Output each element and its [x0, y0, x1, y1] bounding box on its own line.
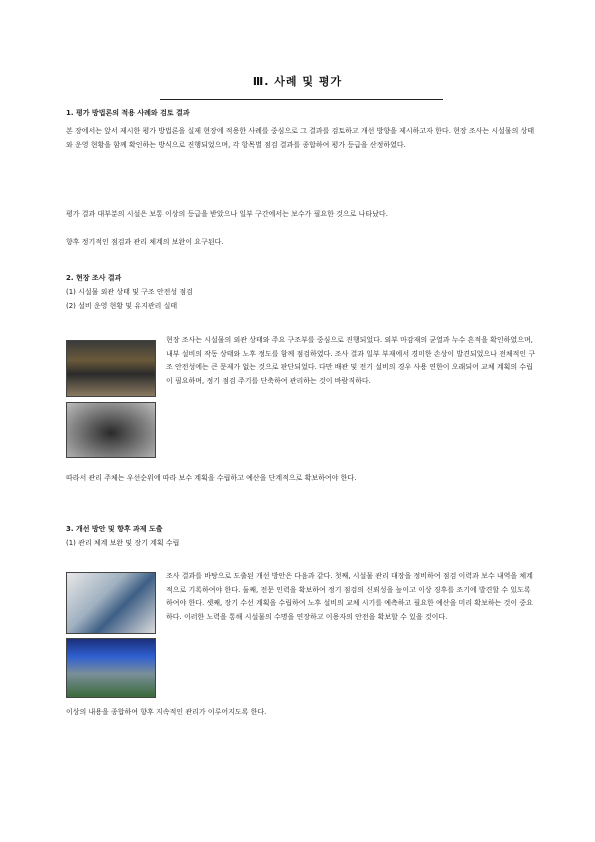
section2-subheading: (2) 설비 운영 현황 및 유지관리 실태	[66, 302, 178, 310]
section3-subheading: (1) 관리 체계 보완 및 장기 계획 수립	[66, 539, 180, 547]
section1-heading: 1. 평가 방법론의 적용 사례와 검토 결과	[66, 109, 190, 117]
worker-photo	[66, 572, 156, 634]
section3-heading: 3. 개선 방안 및 향후 과제 도출	[66, 525, 163, 533]
aerial-photo	[66, 638, 156, 698]
page-title: Ⅲ. 사례 및 평가	[252, 75, 343, 88]
section3-paragraph: 이상의 내용을 종합하여 향후 지속적인 관리가 이루어지도록 한다.	[66, 708, 267, 716]
site-photo	[66, 340, 156, 397]
section1-paragraph: 향후 정기적인 점검과 관리 체계의 보완이 요구된다.	[66, 238, 224, 246]
section2-paragraph: 현장 조사는 시설물의 외관 상태와 주요 구조부를 중심으로 진행되었다. 외부 마감재의 균열과 누수 흔적을 확인하였으며, 내부 설비의 작동 상태와 노후 정도를 함께 점검하였다. 조사 결과 일부 부재에서 경미한 손상이 발견되었으나 전체적인 구조 안전성에는 큰 문제가 없는 것으로 판단되었다. 다만 배관 및 전기 설비의 경우 사용 연한이 오래되어 교체 계획의 수립이 필요하며, 정기 점검 주기를 단축하여 관리하는 것이 바람직하다.	[166, 336, 536, 385]
section2-subheading: (1) 시설물 외관 상태 및 구조 안전성 점검	[66, 288, 193, 296]
title-underline	[160, 99, 443, 100]
section3-paragraph: 조사 결과를 바탕으로 도출된 개선 방안은 다음과 같다. 첫째, 시설물 관리 대장을 정비하여 점검 이력과 보수 내역을 체계적으로 기록하여야 한다. 둘째, 전문 인력을 확보하여 정기 점검의 신뢰성을 높이고 이상 징후를 조기에 발견할 수 있도록 하여야 한다. 셋째, 장기 수선 계획을 수립하여 노후 설비의 교체 시기를 예측하고 필요한 예산을 미리 확보하는 것이 중요하다. 이러한 노력을 통해 시설물의 수명을 연장하고 이용자의 안전을 확보할 수 있을 것이다.	[166, 572, 533, 621]
section1-paragraph: 평가 결과 대부분의 시설은 보통 이상의 등급을 받았으나 일부 구간에서는 보수가 필요한 것으로 나타났다.	[66, 210, 388, 218]
section2-paragraph: 따라서 관리 주체는 우선순위에 따라 보수 계획을 수립하고 예산을 단계적으로 확보하여야 한다.	[66, 474, 357, 482]
inspection-photo	[66, 402, 156, 458]
section1-paragraph: 본 장에서는 앞서 제시한 평가 방법론을 실제 현장에 적용한 사례를 중심으로 그 결과를 검토하고 개선 방향을 제시하고자 한다. 현장 조사는 시설물의 상태와 운영 현황을 함께 확인하는 방식으로 진행되었으며, 각 항목별 점검 결과를 종합하여 평가 등급을 산정하였다.	[66, 127, 535, 149]
section2-heading: 2. 현장 조사 결과	[66, 274, 122, 282]
